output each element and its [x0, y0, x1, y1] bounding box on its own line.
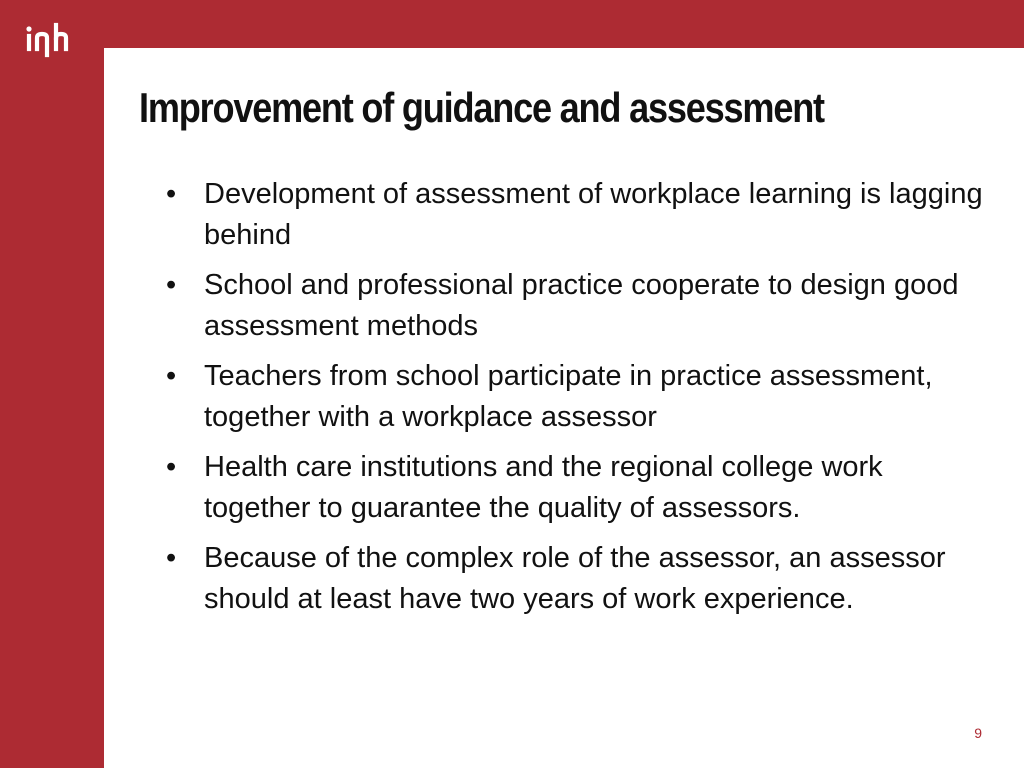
bullet-text: Because of the complex role of the assessor, an assessor should at least have two years of work experience. [204, 542, 946, 615]
bullet-item [166, 174, 986, 256]
bullet-item [166, 447, 986, 529]
bullet-dot: • [166, 451, 177, 483]
bullet-item [166, 538, 986, 620]
bullet-text: Health care institutions and the regional college work together to guarantee the quality of assessors. [204, 451, 883, 524]
bullet-dot: • [166, 542, 177, 574]
bullet-dot: • [166, 269, 177, 301]
inh-logo-icon [20, 22, 82, 60]
page-number: 9 [974, 725, 982, 741]
slide-title: Improvement of guidance and assessment [139, 84, 824, 131]
bullet-item [166, 265, 986, 347]
bullet-text: Teachers from school participate in practice assessment, together with a workplace assessor [204, 360, 933, 433]
bullet-text: School and professional practice cooperate to design good assessment methods [204, 269, 959, 342]
bullet-text: Development of assessment of workplace learning is lagging behind [204, 178, 983, 251]
bullet-dot: • [166, 178, 177, 210]
bullet-item [166, 356, 986, 438]
bullet-list [166, 174, 986, 629]
slide-content-area [104, 48, 1024, 768]
bullet-dot: • [166, 360, 177, 392]
